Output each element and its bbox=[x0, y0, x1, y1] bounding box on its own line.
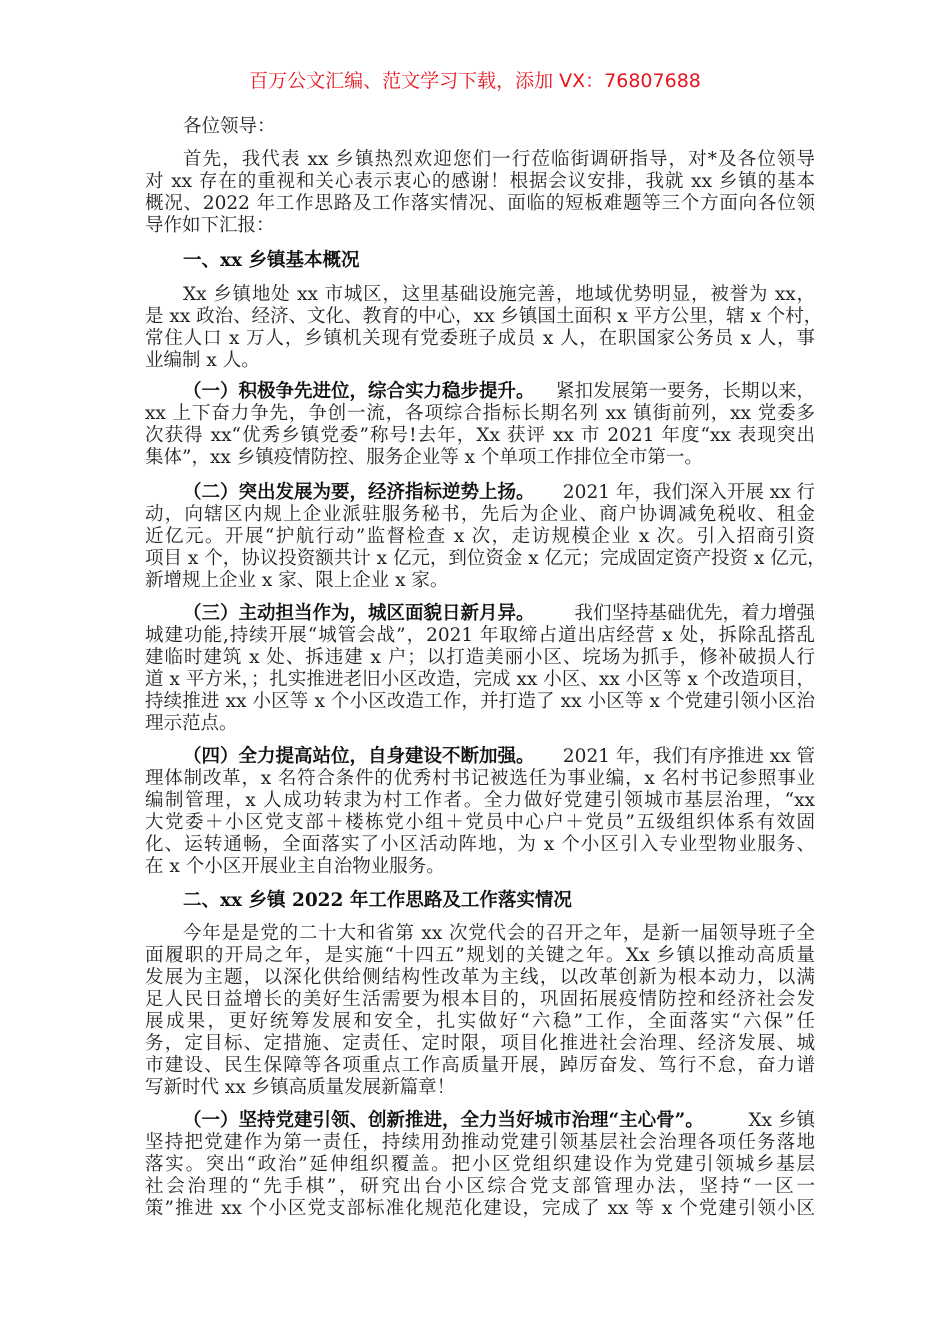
text-line bbox=[145, 1011, 815, 1033]
line-text: 坚持把党建作为第一责任，持续用劲推动党建引领基层社会治理各项任务落地 bbox=[145, 1132, 815, 1153]
line-text: xx 上下奋力争先，争创一流，各项综合指标长期名列 xx 镇街前列，xx 党委多 bbox=[145, 403, 815, 424]
text-line bbox=[145, 447, 815, 469]
text-line bbox=[145, 669, 815, 691]
text-line bbox=[145, 1033, 815, 1055]
salutation bbox=[145, 116, 815, 138]
paragraph bbox=[145, 482, 826, 592]
line-text: 业编制 x 人。 bbox=[145, 350, 260, 371]
text-line bbox=[145, 328, 815, 350]
line-text: 各位领导： bbox=[183, 116, 276, 137]
paragraph bbox=[145, 1110, 815, 1220]
line-text: 建临时建筑 x 处、拆违建 x 户；以打造美丽小区、垸场为抓手，修补破损人行 bbox=[145, 647, 815, 668]
text-line bbox=[145, 768, 815, 790]
text-line bbox=[145, 713, 815, 735]
section-heading bbox=[145, 250, 815, 272]
text-line bbox=[145, 812, 815, 834]
text-line bbox=[145, 1132, 815, 1154]
text-line bbox=[145, 350, 815, 372]
line-text: 紧扣发展第一要务，长期以来， bbox=[555, 381, 815, 402]
heading-text: 二、xx 乡镇 2022 年工作思路及工作落实情况 bbox=[183, 890, 572, 911]
text-line bbox=[145, 1110, 815, 1132]
text-line bbox=[145, 967, 815, 989]
line-text: Xx 乡镇 bbox=[748, 1110, 815, 1131]
text-line bbox=[145, 570, 815, 592]
paragraph-lead: （三）主动担当作为，城区面貌日新月异。 bbox=[183, 603, 535, 624]
paragraph-lead: （四）全力提高站位，自身建设不断加强。 bbox=[183, 746, 535, 767]
line-text: 市建设、民生保障等各项重点工作高质量开展，踔厉奋发、笃行不怠，奋力谱 bbox=[145, 1055, 815, 1076]
paragraph bbox=[145, 381, 815, 469]
text-line bbox=[145, 171, 815, 193]
line-text: 足人民日益增长的美好生活需要为根本目的，巩固拓展疫情防控和经济社会发 bbox=[145, 989, 815, 1010]
line-text: 概况、2022 年工作思路及工作落实情况、面临的短板难题等三个方面向各位领 bbox=[145, 193, 815, 214]
watermark-banner: 百万公文汇编、范文学习下载，添加 VX：76807688 bbox=[249, 70, 701, 92]
text-line bbox=[145, 603, 815, 625]
paragraph-lead: （二）突出发展为要，经济指标逆势上扬。 bbox=[183, 482, 535, 503]
text-line bbox=[145, 116, 815, 138]
text-line bbox=[145, 215, 815, 237]
line-text: 动，向辖区内规上企业派驻服务秘书，先后为企业、商户协调减免税收、租金 bbox=[145, 504, 815, 525]
line-text: 常住人口 x 万人，乡镇机关现有党委班子成员 x 人，在职国家公务员 x 人，事 bbox=[145, 328, 815, 349]
text-line bbox=[145, 834, 815, 856]
text-line bbox=[145, 193, 815, 215]
line-text: 近亿元。开展“护航行动”监督检查 x 次，走访规模企业 x 次。引入招商引资 bbox=[145, 526, 815, 547]
line-text: 城建功能,持续开展“城管会战”，2021 年取缔占道出店经营 x 处，拆除乱搭乱 bbox=[145, 625, 815, 646]
line-text: 导作如下汇报： bbox=[145, 215, 275, 236]
line-text: 持续推进 xx 小区等 x 个小区改造工作，并打造了 xx 小区等 x 个党建引领小区治 bbox=[145, 691, 815, 712]
text-line bbox=[145, 250, 815, 272]
text-line bbox=[145, 647, 815, 669]
text-line bbox=[145, 746, 815, 768]
line-text: 2021 年，我们深入开展 xx 行 bbox=[562, 482, 815, 503]
line-text: 2021 年，我们有序推进 xx 管 bbox=[562, 746, 815, 767]
text-line bbox=[145, 625, 815, 647]
line-text: 展成果，更好统筹发展和安全，扎实做好“六稳”工作，全面落实“六保”任 bbox=[145, 1011, 815, 1032]
paragraph-lead: （一）积极争先进位，综合实力稳步提升。 bbox=[183, 381, 535, 402]
paragraph-lead: （一）坚持党建引领、创新推进，全力当好城市治理“主心骨”。 bbox=[183, 1110, 704, 1131]
line-text: 道 x 平方米，；扎实推进老旧小区改造，完成 xx 小区、xx 小区等 x 个改造项目， bbox=[145, 669, 815, 690]
line-text: 首先，我代表 xx 乡镇热烈欢迎您们一行莅临街调研指导，对*及各位领导 bbox=[183, 149, 815, 170]
text-line bbox=[145, 691, 815, 713]
line-text: 化、运转通畅，全面落实了小区活动阵地，为 x 个小区引入专业型物业服务、 bbox=[145, 834, 815, 855]
line-text: 务，定目标、定措施、定责任、定时限，项目化推进社会治理、经济发展、城 bbox=[145, 1033, 815, 1054]
text-line bbox=[145, 504, 815, 526]
paragraph bbox=[145, 284, 823, 372]
line-text: 编制管理，x 人成功转隶为村工作者。全力做好党建引领城市基层治理，“xx bbox=[145, 790, 815, 811]
text-line bbox=[145, 1077, 815, 1099]
text-line bbox=[145, 403, 815, 425]
text-line bbox=[145, 989, 815, 1011]
text-line bbox=[145, 306, 823, 328]
line-text: 理示范点。 bbox=[145, 713, 238, 734]
text-line bbox=[145, 284, 815, 306]
text-line bbox=[145, 149, 815, 171]
text-line bbox=[145, 790, 815, 812]
line-text: 写新时代 xx 乡镇高质量发展新篇章！ bbox=[145, 1077, 456, 1098]
paragraph bbox=[145, 603, 815, 735]
paragraph bbox=[145, 923, 815, 1099]
line-text: 策”推进 xx 个小区党支部标准化规范化建设，完成了 xx 等 x 个党建引领小区 bbox=[145, 1198, 815, 1219]
line-text: 在 x 个小区开展业主自治物业服务。 bbox=[145, 856, 445, 877]
text-line bbox=[145, 482, 815, 504]
line-text: 发展为主题，以深化供给侧结构性改革为主线，以改革创新为根本动力，以满 bbox=[145, 967, 815, 988]
text-line bbox=[145, 1176, 815, 1198]
line-text: 是 xx 政治、经济、文化、教育的中心，xx 乡镇国土面积 x 平方公里，辖 x 个村， bbox=[145, 306, 823, 327]
text-line bbox=[145, 1055, 815, 1077]
line-text: 社会治理的“先手棋”，研究出台小区综合党支部管理办法，坚持“一区一 bbox=[145, 1176, 815, 1197]
text-line bbox=[145, 890, 815, 912]
line-text: 面履职的开局之年，是实施“十四五”规划的关键之年。Xx 乡镇以推动高质量 bbox=[145, 945, 815, 966]
line-text: 次获得 xx“优秀乡镇党委”称号!去年，Xx 获评 xx 市 2021 年度“xx 表现突出 bbox=[145, 425, 815, 446]
text-line bbox=[145, 381, 815, 403]
text-line bbox=[145, 526, 815, 548]
text-line bbox=[145, 425, 815, 447]
text-line bbox=[145, 945, 815, 967]
text-line bbox=[145, 1198, 815, 1220]
line-text: 理体制改革，x 名符合条件的优秀村书记被选任为事业编，x 名村书记参照事业 bbox=[145, 768, 815, 789]
line-text: 落实。突出“政治”延伸组织覆盖。把小区党组织建设作为党建引领城乡基层 bbox=[145, 1154, 815, 1175]
line-text: 新增规上企业 x 家、限上企业 x 家。 bbox=[145, 570, 449, 591]
section-heading bbox=[145, 890, 815, 912]
text-line bbox=[145, 856, 815, 878]
line-text: 大党委＋小区党支部＋楼栋党小组＋党员中心户＋党员”五级组织体系有效固 bbox=[145, 812, 815, 833]
line-text: 今年是是党的二十大和省第 xx 次党代会的召开之年，是新一届领导班子全 bbox=[183, 923, 815, 944]
line-text: 项目 x 个，协议投资额共计 x 亿元，到位资金 x 亿元；完成固定资产投资 x 亿元， bbox=[145, 548, 826, 569]
line-text: 集体”，xx 乡镇疫情防控、服务企业等 x 个单项工作排位全市第一。 bbox=[145, 447, 703, 468]
heading-text: 一、xx 乡镇基本概况 bbox=[183, 250, 360, 271]
text-line bbox=[145, 923, 815, 945]
line-text: 我们坚持基础优先，着力增强 bbox=[574, 603, 815, 624]
paragraph bbox=[145, 746, 815, 878]
text-line bbox=[145, 548, 826, 570]
paragraph bbox=[145, 149, 815, 237]
line-text: 对 xx 存在的重视和关心表示衷心的感谢！根据会议安排，我就 xx 乡镇的基本 bbox=[145, 171, 815, 192]
line-text: Xx 乡镇地处 xx 市城区，这里基础设施完善，地域优势明显，被誉为 xx， bbox=[183, 284, 815, 305]
text-line bbox=[145, 1154, 815, 1176]
